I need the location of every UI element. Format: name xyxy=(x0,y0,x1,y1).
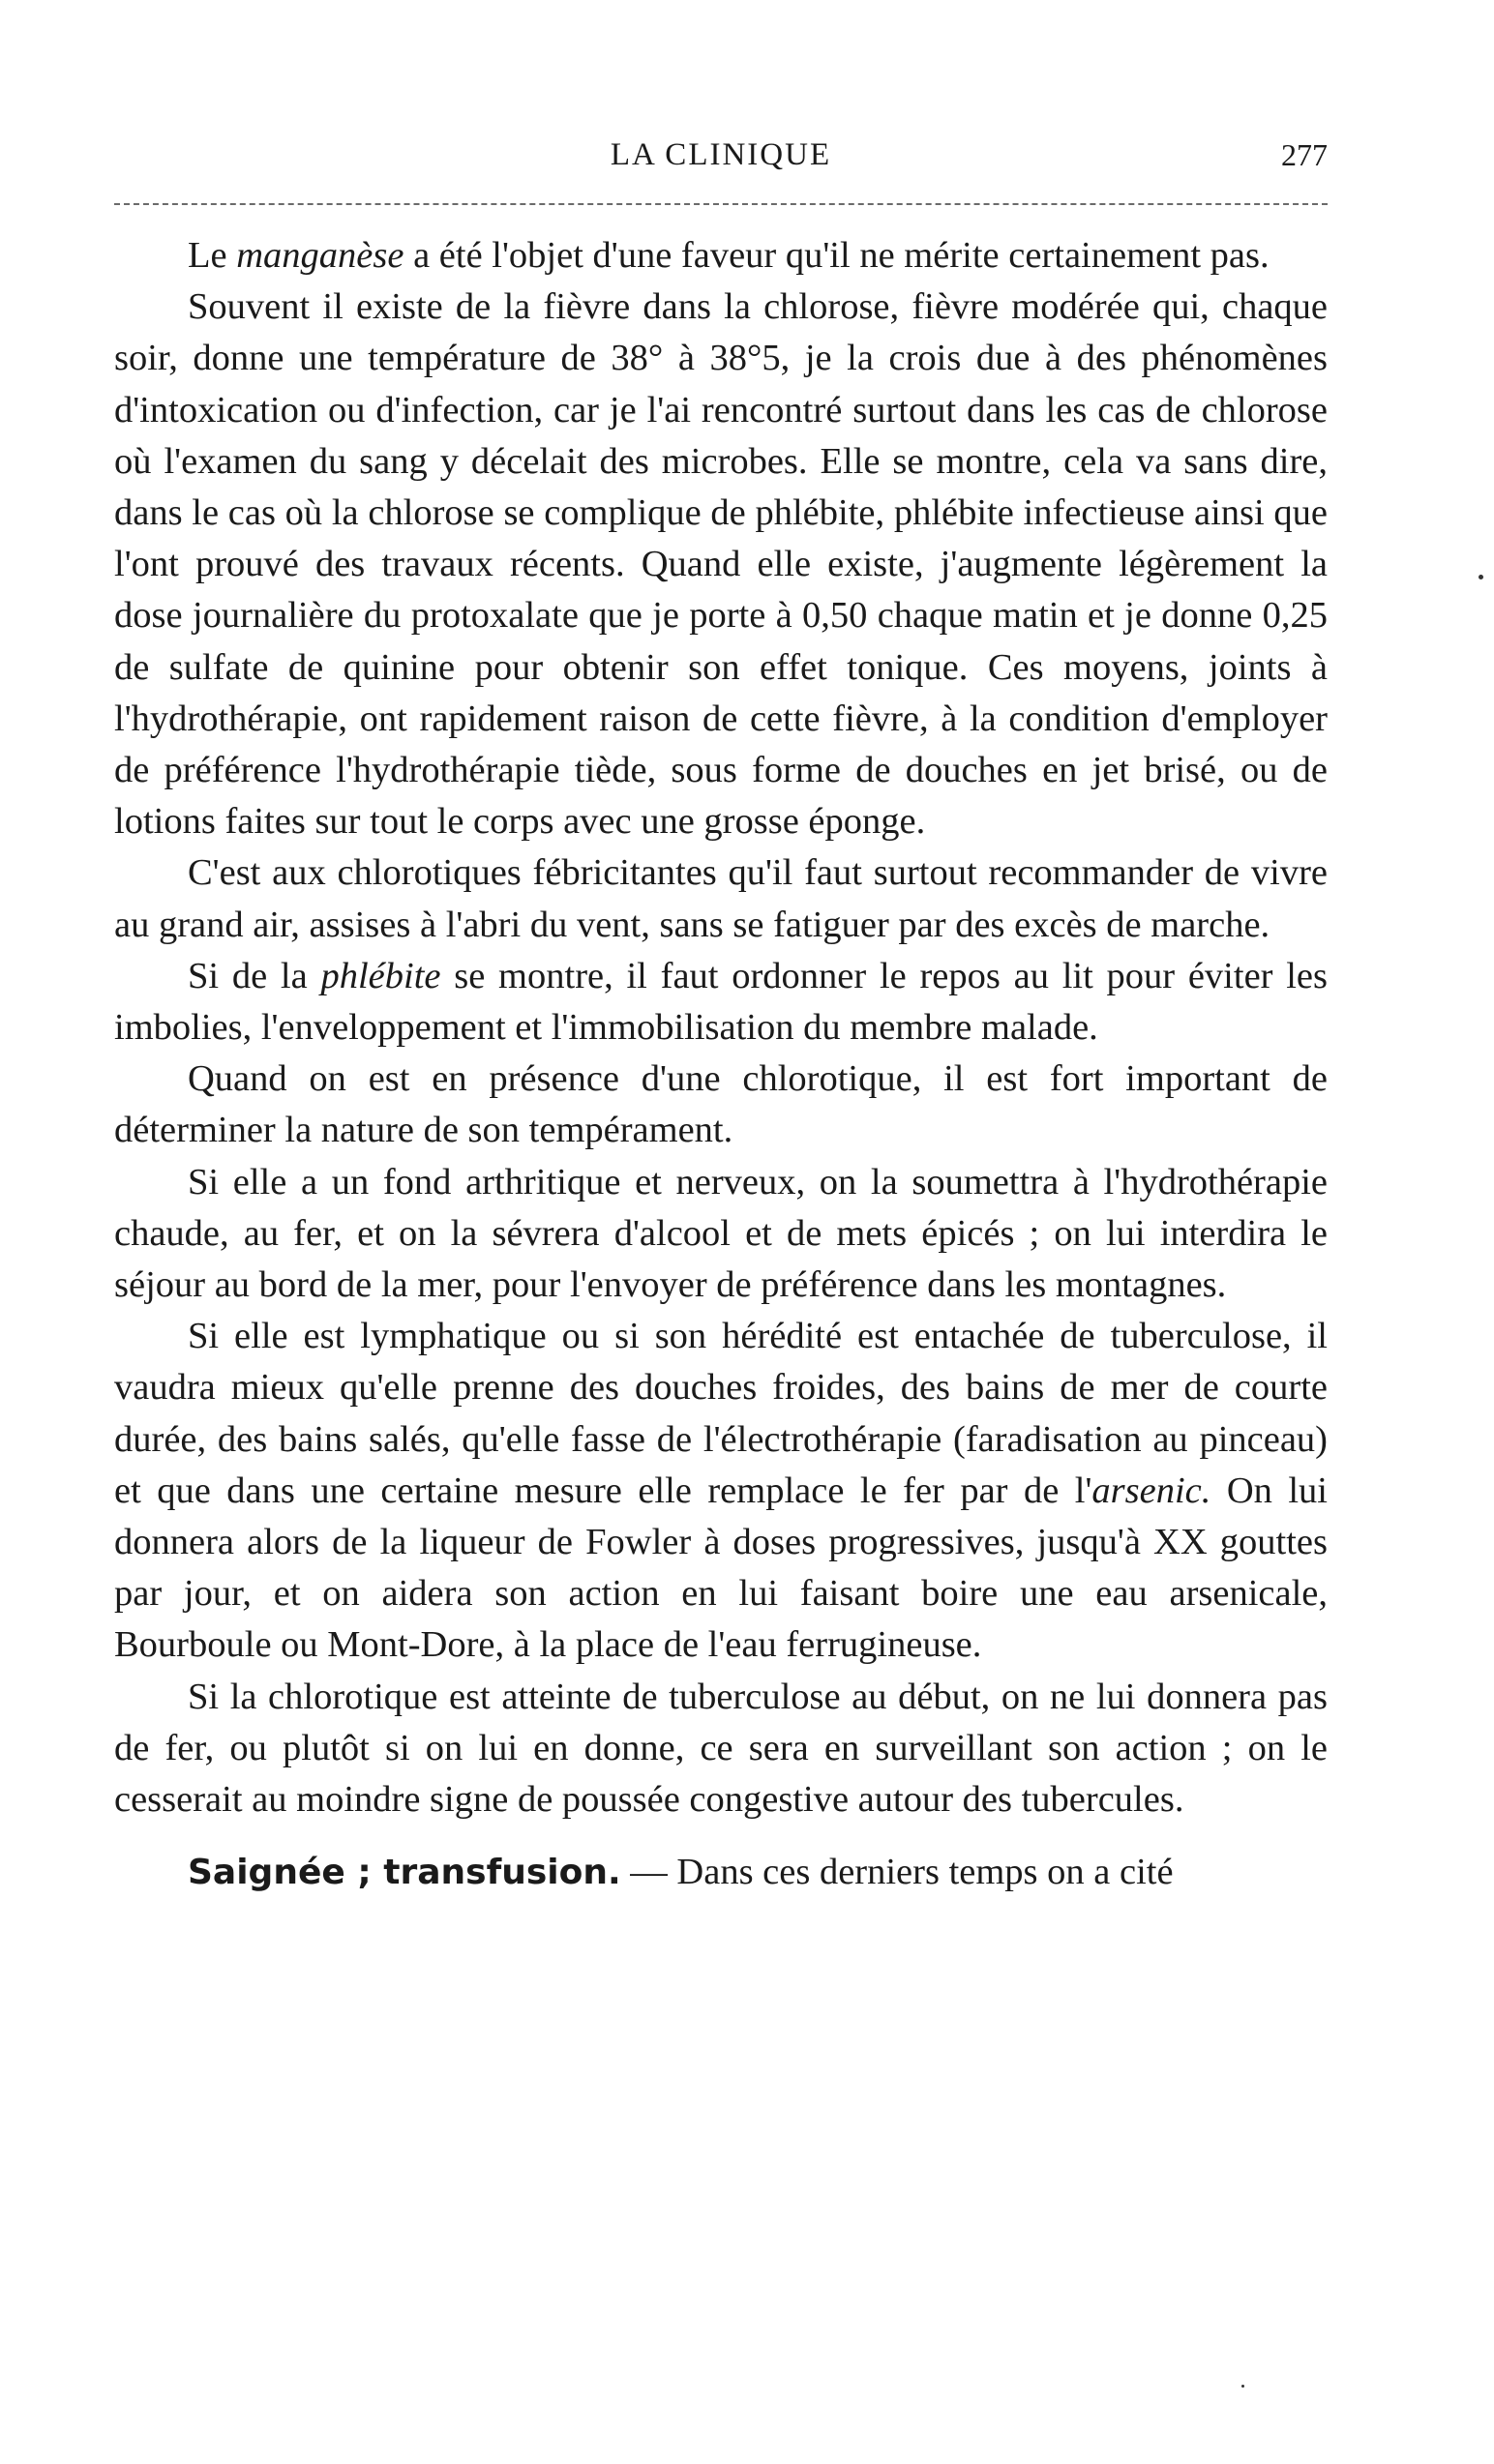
section-text: — Dans ces derniers temps on a cité xyxy=(620,1852,1174,1893)
emphasis-arsenic: arsenic. xyxy=(1091,1469,1211,1511)
paragraph-temperament: Quand on est en présence d'une chlorotique, il est fort important de déterminer la nature de son tempérament. xyxy=(114,1058,1328,1151)
paragraph-febricitantes: C'est aux chlorotiques fébricitantes qu'il faut surtout recommander de vivre au grand air, assises à l'abri du vent, sans se fatiguer par des excès de marche. xyxy=(114,852,1328,945)
page-header xyxy=(114,137,1328,188)
paragraph-arthritique: Si elle a un fond arthritique et nerveux, on la soumettra à l'hydrothérapie chaude, au fer, et on la sévrera d'alcool et de mets épicés ; on lui interdira le séjour au bord de la mer, pour l'envoyer de préférence dans les montagnes. xyxy=(114,1161,1328,1306)
paragraph-tuberculose: Si la chlorotique est atteinte de tuberculose au début, on ne lui donnera pas de fer, ou plutôt si on lui en donne, ce sera en surveillant son action ; on le cesserait au moindre signe de poussée congestive autour des tubercules. xyxy=(114,1676,1328,1821)
text-run: Le xyxy=(188,235,237,276)
header-rule xyxy=(114,203,1328,205)
emphasis-manganese: manganèse xyxy=(236,235,404,276)
body-text xyxy=(114,230,1328,1899)
print-speck xyxy=(1241,2385,1244,2388)
paragraph-manganese xyxy=(114,230,1328,282)
text-run: se montre, il faut ordonner le repos au lit pour éviter les imbolies, l'enveloppement et l'immobilisation du membre malade. xyxy=(114,955,1328,1049)
print-speck xyxy=(1479,575,1483,579)
page-number: 277 xyxy=(1281,137,1328,172)
paragraph-fievre: Souvent il existe de la fièvre dans la chlorose, fièvre modérée qui, chaque soir, donne une température de 38° à 38°5, je la crois due à des phénomènes d'intoxication ou d'infection, car je l'ai rencontré surtout dans les cas de chlorose où l'examen du sang y décelait des microbes. Elle se montre, cela va sans dire, dans le cas où la chlorose se complique de phlébite, phlébite infectieuse ainsi que l'ont prouvé des travaux récents. Quand elle existe, j'augmente légèrement la dose journalière du protoxalate que je porte à 0,50 chaque matin et je donne 0,25 de sulfate de quinine pour obtenir son effet tonique. Ces moyens, joints à l'hydrothérapie, ont rapidement raison de cette fièvre, à la condition d'employer de préférence l'hydrothérapie tiède, sous forme de douches en jet brisé, ou de lotions faites sur tout le corps avec une grosse éponge. xyxy=(114,286,1328,843)
section-saignee xyxy=(114,1847,1328,1898)
paragraph-lymphatique xyxy=(114,1311,1328,1671)
text-run: On lui donnera alors de la liqueur de Fowler à doses progressives, jusqu'à XX gouttes par jour, et on aidera son action en lui faisant boire une eau arsenicale, Bourboule ou Mont-Dore, à la place de l'eau ferrugineuse. xyxy=(114,1469,1328,1666)
text-run: a été l'objet d'une faveur qu'il ne mérite certainement pas. xyxy=(403,235,1270,276)
running-title: LA CLINIQUE xyxy=(610,137,832,172)
section-heading: Saignée ; transfusion. xyxy=(188,1853,621,1893)
text-run: Si de la xyxy=(188,955,321,996)
emphasis-phlebite: phlébite xyxy=(320,955,441,996)
text-run: Si elle est lymphatique ou si son hérédité est entachée de tuberculose, il vaudra mieux qu'elle prenne des douches froides, des bains de mer de courte durée, des bains salés, qu'elle fasse de l'électrothérapie (faradisation au pinceau) et que dans une certaine mesure elle remplace le fer par de l' xyxy=(114,1316,1328,1511)
paragraph-phlebite xyxy=(114,951,1328,1054)
